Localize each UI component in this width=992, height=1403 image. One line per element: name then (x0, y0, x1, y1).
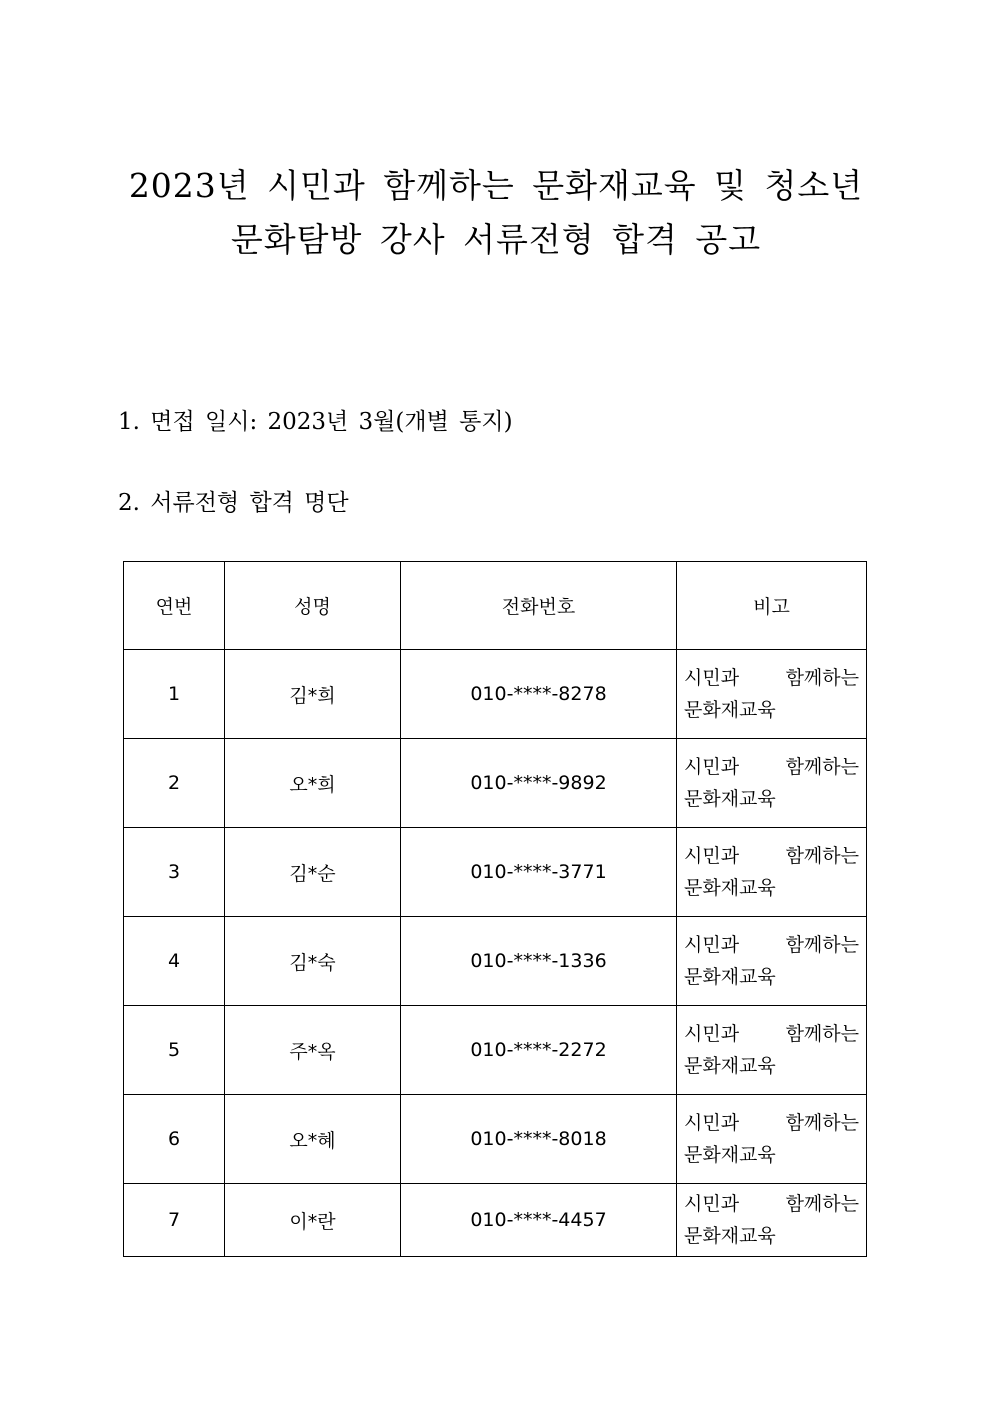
cell-number: 6 (124, 1095, 225, 1184)
cell-note (677, 739, 867, 828)
cell-phone: 010-****-8018 (401, 1095, 677, 1184)
interview-date-heading: 1. 면접 일시: 2023년 3월(개별 통지) (118, 409, 513, 435)
cell-number: 7 (124, 1184, 225, 1257)
note-line-2: 문화재교육 (684, 877, 776, 899)
cell-note (677, 1184, 867, 1257)
cell-phone: 010-****-4457 (401, 1184, 677, 1257)
note-line-1: 시민과 함께하는 (684, 1112, 859, 1134)
cell-number: 1 (124, 650, 225, 739)
cell-phone: 010-****-8278 (401, 650, 677, 739)
cell-number: 5 (124, 1006, 225, 1095)
note-line-1: 시민과 함께하는 (684, 667, 859, 689)
header-name: 성명 (225, 562, 401, 650)
page-title-line-1: 2023년 시민과 함께하는 문화재교육 및 청소년 (128, 166, 864, 205)
note-line-1: 시민과 함께하는 (684, 845, 859, 867)
note-line-2: 문화재교육 (684, 1225, 776, 1247)
table-row (124, 739, 867, 828)
table-row (124, 1006, 867, 1095)
cell-name: 오*희 (225, 739, 401, 828)
table-row (124, 917, 867, 1006)
cell-name: 이*란 (225, 1184, 401, 1257)
cell-note (677, 1095, 867, 1184)
note-line-1: 시민과 함께하는 (684, 756, 859, 778)
cell-name: 주*옥 (225, 1006, 401, 1095)
cell-name: 김*순 (225, 828, 401, 917)
note-line-1: 시민과 함께하는 (684, 1023, 859, 1045)
note-line-2: 문화재교육 (684, 966, 776, 988)
passed-list-heading: 2. 서류전형 합격 명단 (118, 490, 349, 516)
cell-note (677, 650, 867, 739)
note-line-2: 문화재교육 (684, 1144, 776, 1166)
cell-note (677, 1006, 867, 1095)
cell-note (677, 828, 867, 917)
header-phone: 전화번호 (401, 562, 677, 650)
table-row (124, 650, 867, 739)
cell-phone: 010-****-2272 (401, 1006, 677, 1095)
cell-phone: 010-****-3771 (401, 828, 677, 917)
cell-phone: 010-****-9892 (401, 739, 677, 828)
cell-note (677, 917, 867, 1006)
cell-name: 오*혜 (225, 1095, 401, 1184)
cell-number: 4 (124, 917, 225, 1006)
passed-candidates-table (123, 561, 867, 1257)
header-note: 비고 (677, 562, 867, 650)
cell-name: 김*희 (225, 650, 401, 739)
note-line-2: 문화재교육 (684, 699, 776, 721)
table-header-row (124, 562, 867, 650)
note-line-2: 문화재교육 (684, 1055, 776, 1077)
note-line-1: 시민과 함께하는 (684, 1193, 859, 1215)
table-row (124, 1184, 867, 1257)
page-title-line-2: 문화탐방 강사 서류전형 합격 공고 (230, 220, 762, 259)
cell-name: 김*숙 (225, 917, 401, 1006)
header-number: 연번 (124, 562, 225, 650)
table-row (124, 828, 867, 917)
note-line-1: 시민과 함께하는 (684, 934, 859, 956)
table-row (124, 1095, 867, 1184)
cell-number: 2 (124, 739, 225, 828)
cell-number: 3 (124, 828, 225, 917)
note-line-2: 문화재교육 (684, 788, 776, 810)
cell-phone: 010-****-1336 (401, 917, 677, 1006)
